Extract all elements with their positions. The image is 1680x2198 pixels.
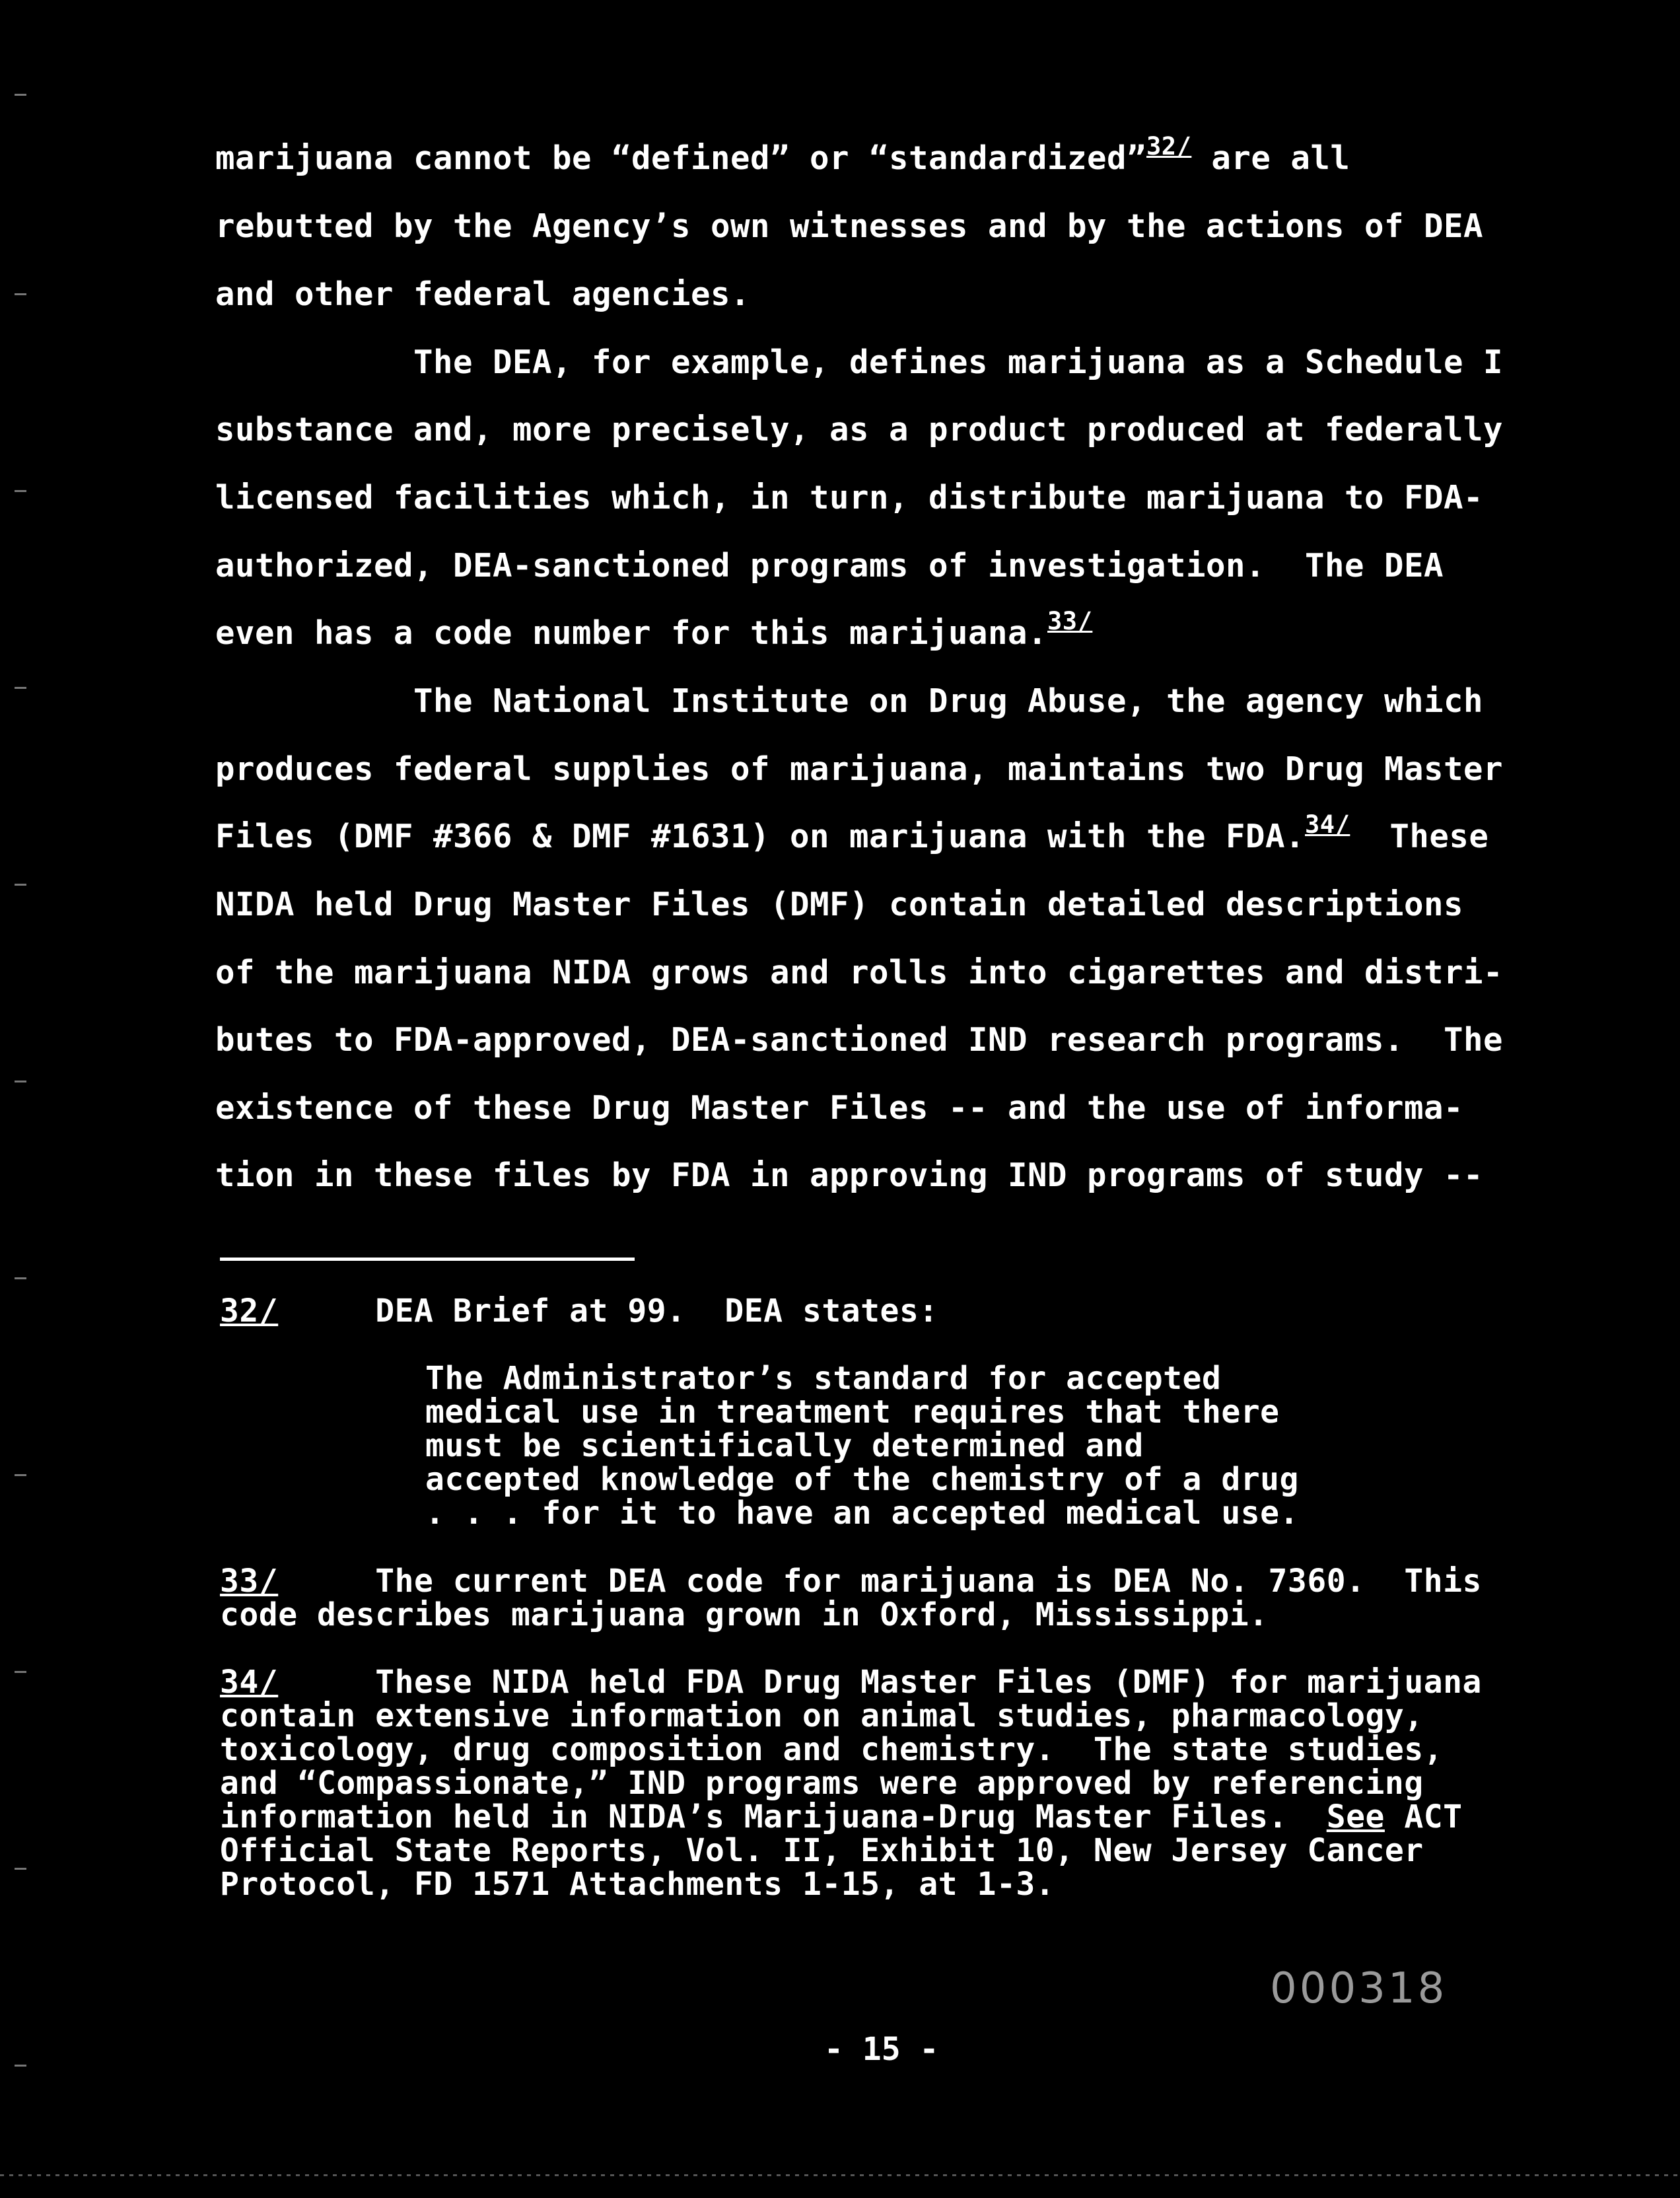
scan-mark <box>15 1277 26 1279</box>
footnote-text: The current DEA code for marijuana is DEA No. 7360. This <box>278 1563 1482 1600</box>
body-line <box>215 810 1489 859</box>
footnote-separator <box>220 1258 635 1261</box>
body-line: substance and, more precisely, as a product produced at federally <box>215 411 1504 448</box>
footnote-34-line: and “Compassionate,” IND programs were approved by referencing <box>220 1765 1424 1802</box>
footnote-34-line: toxicology, drug composition and chemistry. The state studies, <box>220 1731 1444 1768</box>
bates-stamp: 000318 <box>1270 1964 1448 2013</box>
scan-mark <box>15 1474 26 1476</box>
scan-edge-noise <box>0 2174 1680 2176</box>
body-text: These <box>1350 818 1489 855</box>
footnote-text: These NIDA held FDA Drug Master Files (DMF) for marijuana <box>278 1664 1482 1701</box>
body-line: produces federal supplies of marijuana, maintains two Drug Master <box>215 750 1504 788</box>
block-quote-line: medical use in treatment requires that there <box>425 1394 1280 1431</box>
body-line: of the marijuana NIDA grows and rolls into cigarettes and distri- <box>215 954 1504 991</box>
body-line: The National Institute on Drug Abuse, the agency which <box>215 682 1484 720</box>
body-line: existence of these Drug Master Files -- and the use of informa- <box>215 1089 1464 1127</box>
footnote-34-line <box>220 1800 1463 1834</box>
footnote-32 <box>220 1294 938 1328</box>
body-line: rebutted by the Agency’s own witnesses and by the actions of DEA <box>215 207 1484 245</box>
scan-mark <box>15 2065 26 2067</box>
footnote-text: ACT <box>1384 1798 1463 1835</box>
footnote-34-line: contain extensive information on animal studies, pharmacology, <box>220 1697 1424 1734</box>
page-number: - 15 - <box>824 2031 939 2068</box>
body-line: NIDA held Drug Master Files (DMF) contain detailed descriptions <box>215 886 1464 923</box>
body-text: Files (DMF #366 & DMF #1631) on marijuana with the FDA. <box>215 818 1306 855</box>
body-line: licensed facilities which, in turn, distribute marijuana to FDA- <box>215 479 1484 516</box>
footnote-34-line: Protocol, FD 1571 Attachments 1-15, at 1-3. <box>220 1866 1055 1903</box>
body-text: are all <box>1191 139 1350 177</box>
block-quote-line: . . . for it to have an accepted medical use. <box>425 1495 1299 1532</box>
block-quote-line: accepted knowledge of the chemistry of a drug <box>425 1461 1299 1498</box>
body-line: and other federal agencies. <box>215 275 751 313</box>
body-text: even has a code number for this marijuana. <box>215 614 1048 652</box>
block-quote-line: The Administrator’s standard for accepted <box>425 1360 1222 1397</box>
body-line: tion in these files by FDA in approving IND programs of study -- <box>215 1156 1484 1194</box>
body-line <box>215 607 1093 656</box>
body-line: The DEA, for example, defines marijuana as a Schedule I <box>215 343 1504 381</box>
footnote-33-line: code describes marijuana grown in Oxford, Mississippi. <box>220 1596 1269 1633</box>
citation-signal: See <box>1326 1798 1385 1835</box>
footnote-34-line: Official State Reports, Vol. II, Exhibit 10, New Jersey Cancer <box>220 1832 1424 1869</box>
footnote-number: 34/ <box>220 1664 279 1701</box>
body-text: marijuana cannot be “defined” or “standardized” <box>215 139 1147 177</box>
footnote-33 <box>220 1565 1482 1598</box>
scan-mark <box>15 1671 26 1673</box>
footnote-number: 32/ <box>220 1293 279 1329</box>
body-line: authorized, DEA-sanctioned programs of investigation. The DEA <box>215 547 1444 585</box>
scan-mark <box>15 1081 26 1082</box>
footnote-reference: 33/ <box>1047 607 1093 635</box>
body-line <box>215 132 1350 181</box>
scan-mark <box>15 687 26 689</box>
footnote-34 <box>220 1666 1482 1699</box>
footnote-reference: 34/ <box>1305 810 1350 839</box>
footnote-text: information held in NIDA’s Marijuana-Drug Master Files. <box>220 1798 1327 1835</box>
scan-mark <box>15 884 26 886</box>
body-line: butes to FDA-approved, DEA-sanctioned IND research programs. The <box>215 1021 1504 1059</box>
footnote-text: DEA Brief at 99. DEA states: <box>278 1293 938 1329</box>
footnote-reference: 32/ <box>1146 132 1192 160</box>
block-quote-line: must be scientifically determined and <box>425 1427 1144 1464</box>
scan-mark <box>15 293 26 295</box>
footnote-number: 33/ <box>220 1563 279 1600</box>
scan-mark <box>15 1868 26 1870</box>
scan-mark <box>15 490 26 492</box>
scan-mark <box>15 94 26 96</box>
